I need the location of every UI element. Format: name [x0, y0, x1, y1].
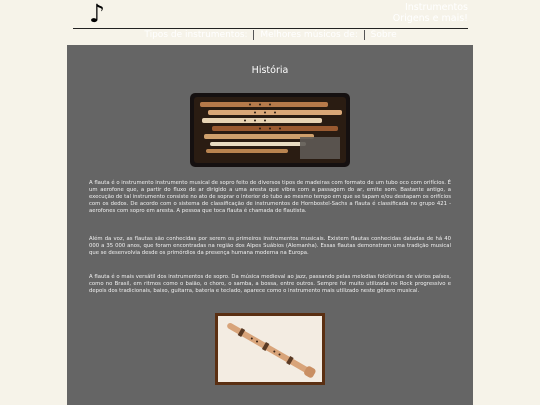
site-brand[interactable]: [393, 2, 468, 24]
flute-photo: [215, 313, 325, 385]
content-card: [67, 45, 473, 405]
brand-line-1: Instrumentos: [404, 2, 468, 13]
history-paragraph: A flauta é o mais versátil dos instrumentos de sopro. Da música medieval ao jazz, passando pelas melodias folclóricas de vários países, como no Brasil, em ritmos como o baião, o choro, o samba, a bossa, entre outros. Sempre foi muito utilizada no Rock progressivo e depois dos tradicionais, baixo, guitarra, bateria e teclado, aparece como o instrumento mais utilizado neste gênero musical.: [89, 274, 451, 294]
nav-divider: [253, 30, 254, 40]
nav-divider: [364, 30, 365, 40]
page-title: História: [251, 65, 289, 76]
main-nav: [73, 28, 468, 43]
music-note-icon[interactable]: ♪: [89, 0, 105, 28]
nav-link-melhores[interactable]: Melhores músicos de:: [260, 30, 358, 40]
history-paragraph: A flauta é o instrumento instrumento musical de sopro feito de diversos tipos de madeiras com formato de um tubo oco com orifícios. É um aerofone que, a partir do fluxo de ar dirigido a uma aresta que vibra com a passagem do ar, emite som. Bastante antigo, a execução de tal instrumento consiste no ato de soprar o interior do tubo ao mesmo tempo em que se tapam e/ou destapam os orifícios com os dedos. De acordo com o sistema de classificação de instrumentos de Hornbostel-Sachs a flauta é classificada no grupo 421 - aerofones com sopro em aresta. A pessoa que toca flauta é chamada de flautista.: [89, 180, 451, 214]
nav-link-tipos[interactable]: Tipos de instrumentos:: [144, 30, 248, 40]
flutes-photo: [190, 93, 350, 167]
brand-line-2: Origens e mais!: [392, 13, 468, 24]
history-paragraph: Além da voz, as flautas são conhecidas por serem os primeiros instrumentos musicais. Existem flautas conhecidas datadas de há 40 000 a 35 000 anos, que foram encontradas na região dos Alpes Suábios (Alemanha). Essas flautas demonstram uma tradição musical que se desenvolvia desde os primórdios da presença humana moderna na Europa.: [89, 236, 451, 256]
header-bar: [73, 0, 468, 29]
nav-link-sobre[interactable]: Sobre: [370, 30, 397, 40]
